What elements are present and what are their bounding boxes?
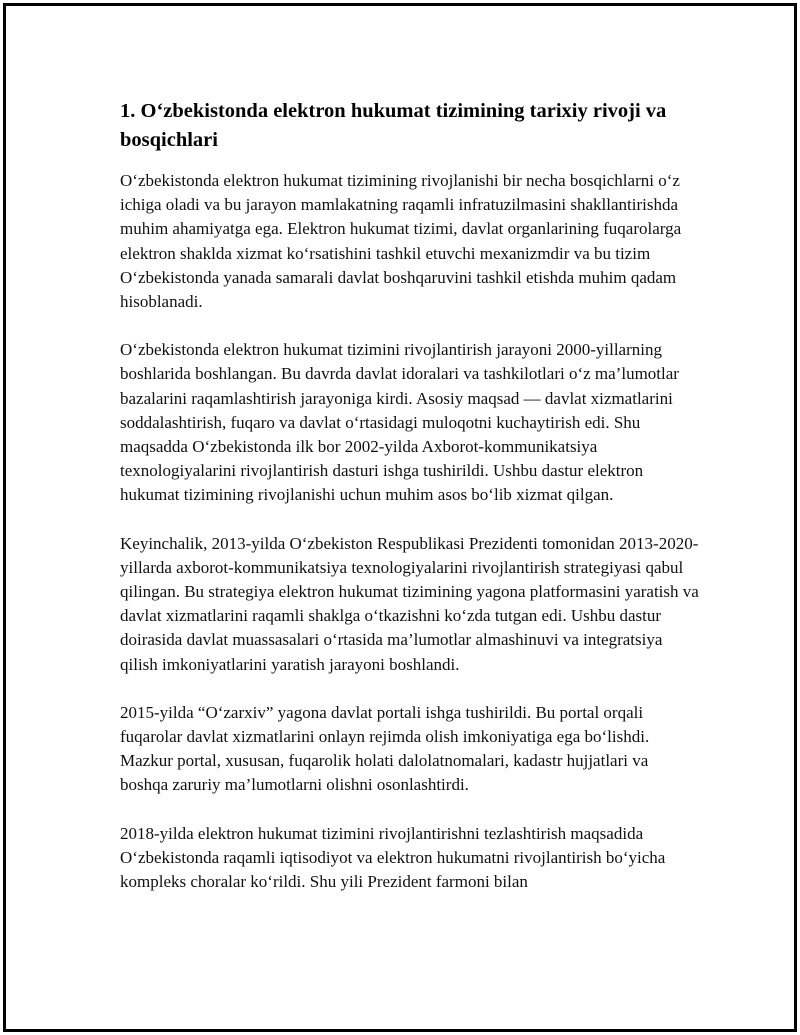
paragraph-4: 2015-yilda “O‘zarxiv” yagona davlat portali ishga tushirildi. Bu portal orqali fuqarolar davlat xizmatlarini onlayn rejimda olish imkoniyatiga ega bo‘lishdi. Mazkur portal, xususan, fuqarolik holati dalolatnomalari, kadastr hujjatlari va boshqa zaruriy ma’lumotlarni olishni osonlashtirdi. — [120, 702, 650, 795]
paragraph-1: O‘zbekistonda elektron hukumat tizimining rivojlanishi bir necha bosqichlarni o‘z ichiga oladi va bu jarayon mamlakatning raqamli infratuzilmasini shakllantirishda muhim ahamiyatga ega. Elektron hukumat tizimi, davlat organlarining fuqarolarga elektron shaklda xizmat ko‘rsatishini tashkil etuvchi mexanizmdir va bu tizim O‘zbekistonda yanada samarali davlat boshqaruvini tashkil etishda muhim qadam hisoblanadi. — [120, 171, 682, 312]
paragraph-3: Keyinchalik, 2013-yilda O‘zbekiston Respublikasi Prezidenti tomonidan 2013-2020-yillarda axborot-kommunikatsiya texnologiyalarini rivojlantirish strategiyasi qabul qilingan. Bu strategiya elektron hukumat tizimining yagona platformasini yaratish va davlat xizmatlarini raqamli shaklga o‘tkazishni ko‘zda tutgan edi. Ushbu dastur doirasida davlat muassasalari o‘rtasida ma’lumotlar almashinuvi va integratsiya qilish imkoniyatlarini yaratish jarayoni boshlandi. — [120, 533, 699, 674]
section-heading: 1. O‘zbekistonda elektron hukumat tizimining tarixiy rivoji va bosqichlari — [120, 100, 667, 151]
document-body — [120, 97, 700, 918]
paragraph-5: 2018-yilda elektron hukumat tizimini rivojlantirishni tezlashtirish maqsadida O‘zbekistonda raqamli iqtisodiyot va elektron hukumatni rivojlantirish bo‘yicha kompleks choralar ko‘rildi. Shu yili Prezident farmoni bilan — [120, 823, 666, 892]
paragraph-2: O‘zbekistonda elektron hukumat tizimini rivojlantirish jarayoni 2000-yillarning boshlarida boshlangan. Bu davrda davlat idoralari va tashkilotlari o‘z ma’lumotlar bazalarini raqamlashtirish jarayoniga kirdi. Asosiy maqsad — davlat xizmatlarini soddalashtirish, fuqaro va davlat o‘rtasidagi muloqotni kuchaytirish edi. Shu maqsadda O‘zbekistonda ilk bor 2002-yilda Axborot-kommunikatsiya texnologiyalarini rivojlantirish dasturi ishga tushirildi. Ushbu dastur elektron hukumat tizimining rivojlanishi uchun muhim asos bo‘lib xizmat qilgan. — [120, 340, 679, 505]
page-frame — [3, 3, 797, 1032]
